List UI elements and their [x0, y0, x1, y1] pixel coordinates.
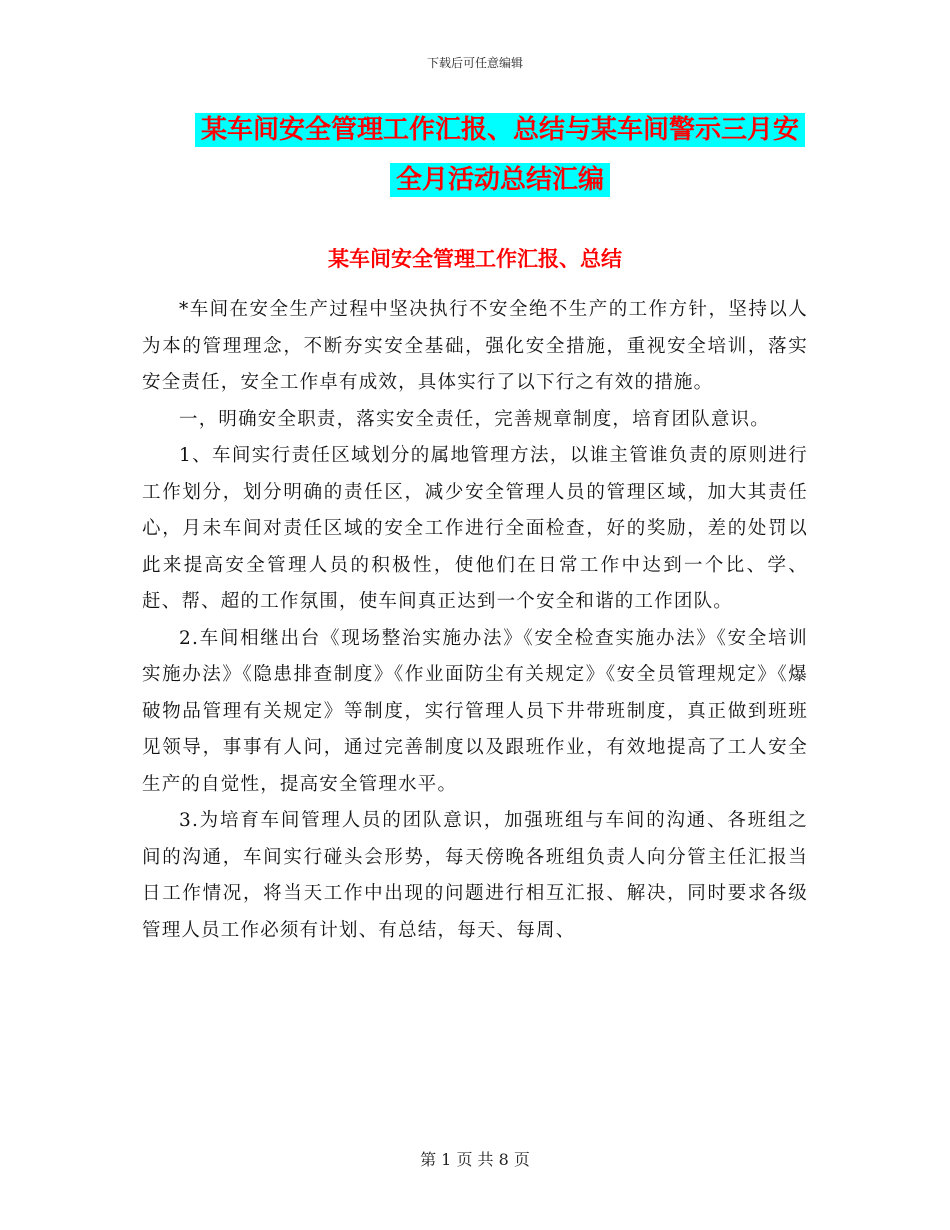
document-body [142, 292, 808, 949]
section-heading: 某车间安全管理工作汇报、总结 [328, 247, 622, 271]
page-footer: 第 1 页 共 8 页 [420, 1150, 530, 1169]
paragraph: 一，明确安全职责，落实安全责任，完善规章制度，培育团队意识。 [179, 408, 771, 430]
paragraph: 1、车间实行责任区域划分的属地管理方法，以谁主管谁负责的原则进行工作划分，划分明确的责任区，减少安全管理人员的管理区域，加大其责任心，月未车间对责任区域的安全工作进行全面检查，好的奖励，差的处罚以此来提高安全管理人员的积极性，使他们在日常工作中达到一个比、学、赶、帮、超的工作氛围，使车间真正达到一个安全和谐的工作团队。 [142, 445, 808, 612]
paragraph: 2.车间相继出台《现场整治实施办法》《安全检查实施办法》《安全培训实施办法》《隐患排查制度》《作业面防尘有关规定》《安全员管理规定》《爆破物品管理有关规定》等制度，实行管理人员下井带班制度，真正做到班班见领导，事事有人问，通过完善制度以及跟班作业，有效地提高了工人安全生产的自觉性，提高安全管理水平。 [142, 627, 808, 795]
paragraph: *车间在安全生产过程中坚决执行不安全绝不生产的工作方针，坚持以人为本的管理理念，不断夯实安全基础，强化安全措施，重视安全培训，落实安全责任，安全工作卓有成效，具体实行了以下行之有效的措施。 [142, 299, 808, 393]
title-line-2: 全月活动总结汇编 [390, 163, 610, 197]
paragraph: 3.为培育车间管理人员的团队意识，加强班组与车间的沟通、各班组之间的沟通，车间实行碰头会形势，每天傍晚各班组负责人向分管主任汇报当日工作情况，将当天工作中出现的问题进行相互汇报、解决，同时要求各级管理人员工作必须有计划、有总结，每天、每周、 [142, 810, 808, 941]
page-header-note: 下载后可任意编辑 [426, 56, 523, 70]
title-line-1: 某车间安全管理工作汇报、总结与某车间警示三月安 [195, 113, 805, 147]
document-title [180, 105, 820, 205]
